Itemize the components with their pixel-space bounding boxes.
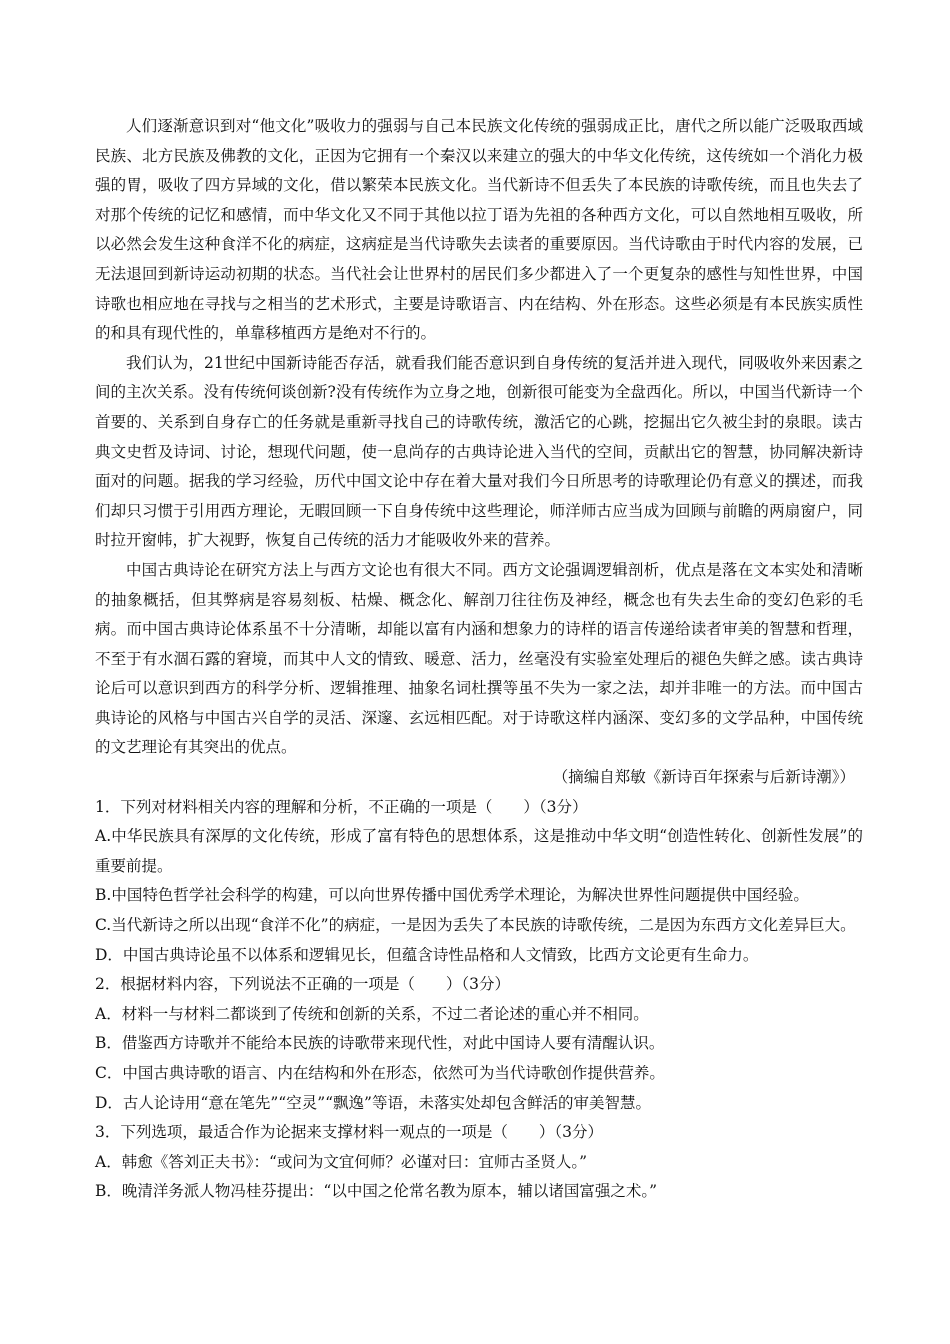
option-d: D．古人论诗用“意在笔先”“空灵”“飘逸”等语，未落实处却包含鲜活的审美智慧。: [95, 1093, 651, 1112]
passage-paragraph-1: 人们逐渐意识到对“他文化”吸收力的强弱与自己本民族文化传统的强弱成正比，唐代之所以能广泛吸取西域民族、北方民族及佛教的文化，正因为它拥有一个秦汉以来建立的强大的中华文化传统，这传统如一个消化力极强的胃，吸收了四方异域的文化，借以繁荣本民族文化。当代新诗不但丢失了本民族的诗歌传统，而且也失去了对那个传统的记忆和感情，而中华文化又不同于其他以拉丁语为先祖的各种西方文化，可以自然地相互吸收，所以必然会发生这种食洋不化的病症，这病症是当代诗歌失去读者的重要原因。当代诗歌由于时代内容的发展，已无法退回到新诗运动初期的状态。当代社会让世界村的居民们多少都进入了一个更复杂的感性与知性世界，中国诗歌也相应地在寻找与之相当的艺术形式，主要是诗歌语言、内在结构、外在形态。这些必须是有本民族实质性的和具有现代性的，单靠移植西方是绝对不行的。: [95, 117, 863, 343]
reading-passage: [95, 112, 863, 793]
option-a: A.中华民族具有深厚的文化传统，形成了富有特色的思想体系，这是推动中华文明“创造性转化、创新性发展”的重要前提。: [95, 827, 863, 875]
passage-paragraph-2: 我们认为，21世纪中国新诗能否存活，就看我们能否意识到自身传统的复活并进入现代，同吸收外来因素之间的主次关系。没有传统何谈创新?没有传统作为立身之地，创新很可能变为全盘西化。所以，中国当代新诗一个首要的、关系到自身存亡的任务就是重新寻找自己的诗歌传统，激活它的心跳，挖掘出它久被尘封的泉眼。读古典文史哲及诗词、讨论，想现代问题，使一息尚存的古典诗论进入当代的空间，贡献出它的智慧，协同解决新诗面对的问题。据我的学习经验，历代中国文论中存在着大量对我们今日所思考的诗歌理论仍有意义的撰述，而我们却只习惯于引用西方理论，无暇回顾一下自身传统中这些理论，师洋师古应当成为回顾与前瞻的两扇窗户，同时拉开窗帏，扩大视野，恢复自己传统的活力才能吸收外来的营养。: [95, 353, 863, 550]
option-b: B．晚清洋务派人物冯桂芬提出：“以中国之伦常名教为原本，辅以诸国富强之术。”: [95, 1182, 657, 1201]
option-c: C.当代新诗之所以出现“食洋不化”的病症，一是因为丢失了本民族的诗歌传统，二是因为东西方文化差异巨大。: [95, 916, 856, 935]
option-a: A．材料一与材料二都谈到了传统和创新的关系，不过二者论述的重心并不相同。: [95, 1004, 649, 1023]
option-a: A．韩愈《答刘正夫书》：“或问为文宜何师？必谨对曰：宜师古圣贤人。”: [95, 1152, 588, 1171]
question-stem: 1．下列对材料相关内容的理解和分析，不正确的一项是（ ）（3分）: [95, 797, 588, 816]
exam-page: [95, 112, 863, 1207]
option-c: C．中国古典诗歌的语言、内在结构和外在形态，依然可为当代诗歌创作提供营养。: [95, 1064, 665, 1082]
question-3: [95, 1118, 863, 1207]
passage-paragraph-3: 中国古典诗论在研究方法上与西方文论也有很大不同。西方文论强调逻辑剖析，优点是落在文本实处和清晰的抽象概括，但其弊病是容易刻板、枯燥、概念化、解剖刀往往伤及神经，概念也有失去生命的变幻色彩的毛病。而中国古典诗论体系虽不十分清晰，却能以富有内涵和想象力的诗样的语言传递给读者审美的智慧和哲理，不至于有水涸石露的窘境，而其中人文的情致、暖意、活力，丝毫没有实验室处理后的褪色失鲜之感。读古典诗论后可以意识到西方的科学分析、逻辑推理、抽象名词杜撰等虽不失为一家之法，却并非唯一的方法。而中国古典诗论的风格与中国古兴自学的灵活、深邃、玄远相匹配。对于诗歌这样内涵深、变幻多的文学品种，中国传统的文艺理论有其突出的优点。: [95, 560, 863, 757]
question-2: [95, 970, 863, 1118]
option-b: B.中国特色哲学社会科学的构建，可以向世界传播中国优秀学术理论，为解决世界性问题提供中国经验。: [95, 886, 809, 905]
option-d: D．中国古典诗论虽不以体系和逻辑见长，但蕴含诗性品格和人文情致，比西方文论更有生命力。: [95, 945, 759, 964]
question-1: [95, 793, 863, 971]
question-stem: 2．根据材料内容，下列说法不正确的一项是（ ）（3分）: [95, 975, 510, 994]
passage-source: （摘编自郑敏《新诗百年探索与后新诗潮》）: [552, 768, 855, 787]
question-stem: 3．下列选项，最适合作为论据来支撑材料一观点的一项是（ ）（3分）: [95, 1123, 603, 1142]
option-b: B．借鉴西方诗歌并不能给本民族的诗歌带来现代性，对此中国诗人要有清醒认识。: [95, 1034, 665, 1053]
